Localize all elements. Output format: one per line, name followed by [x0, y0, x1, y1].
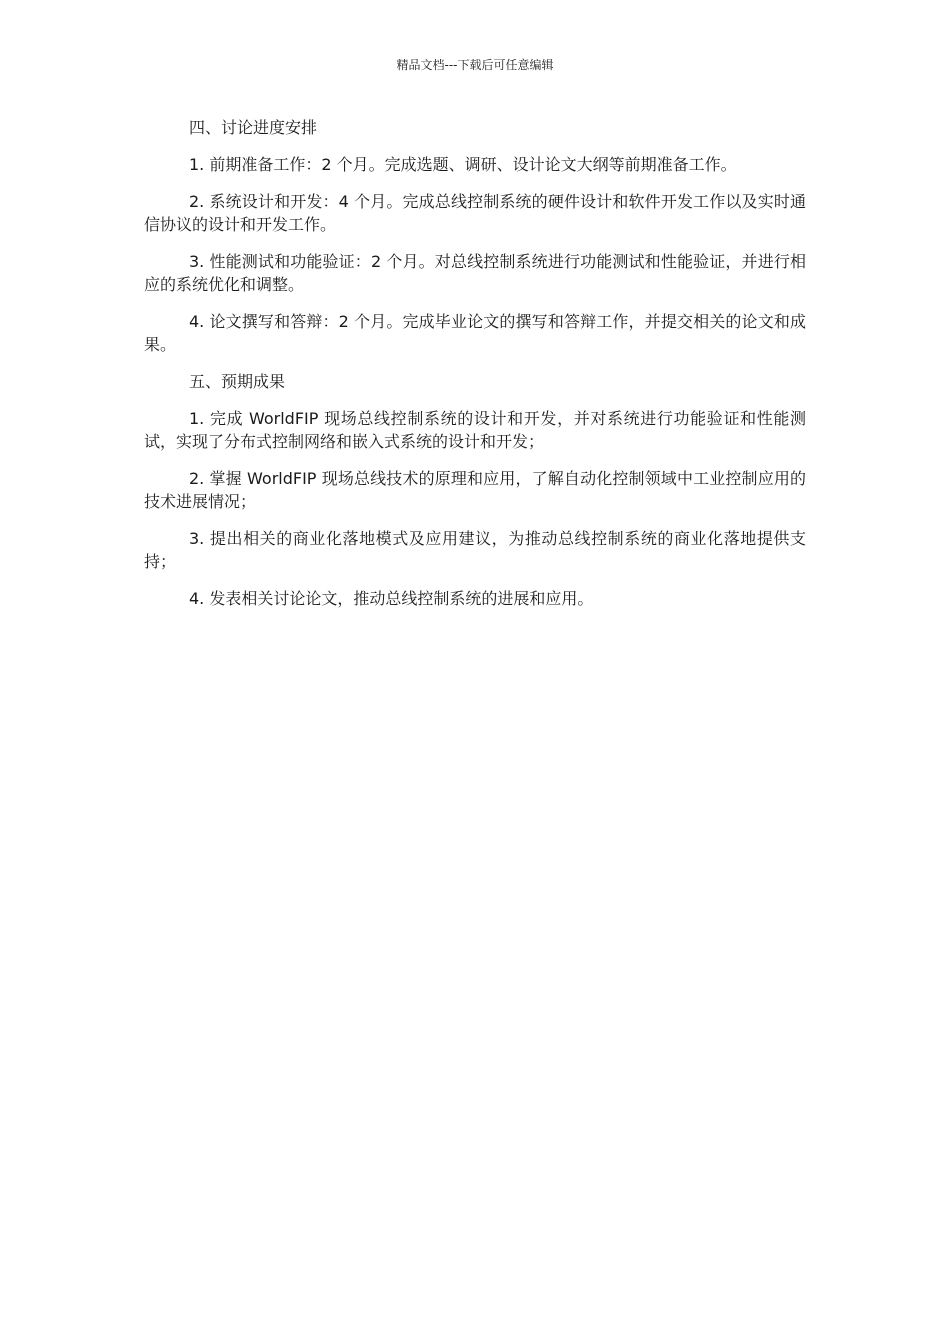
schedule-item-1: 1. 前期准备工作：2 个月。完成选题、调研、设计论文大纲等前期准备工作。 [189, 155, 737, 174]
schedule-item-2: 2. 系统设计和开发：4 个月。完成总线控制系统的硬件设计和软件开发工作以及实时通信协议的设计和开发工作。 [144, 192, 806, 234]
outcome-item-2: 2. 掌握 WorldFIP 现场总线技术的原理和应用，了解自动化控制领域中工业控制应用的技术进展情况； [144, 469, 806, 511]
outcome-item-3: 3. 提出相关的商业化落地模式及应用建议，为推动总线控制系统的商业化落地提供支持； [144, 529, 806, 571]
outcome-item-4: 4. 发表相关讨论论文，推动总线控制系统的进展和应用。 [189, 589, 594, 608]
section-heading-outcomes: 五、预期成果 [189, 372, 286, 391]
section-heading-schedule: 四、讨论进度安排 [189, 118, 318, 137]
page-header: 精品文档---下载后可任意编辑 [396, 58, 554, 72]
schedule-item-4: 4. 论文撰写和答辩：2 个月。完成毕业论文的撰写和答辩工作，并提交相关的论文和成果。 [144, 312, 806, 354]
schedule-item-3: 3. 性能测试和功能验证：2 个月。对总线控制系统进行功能测试和性能验证，并进行相应的系统优化和调整。 [144, 252, 806, 294]
outcome-item-1: 1. 完成 WorldFIP 现场总线控制系统的设计和开发，并对系统进行功能验证和性能测试，实现了分布式控制网络和嵌入式系统的设计和开发； [144, 409, 806, 451]
document-body [144, 116, 806, 624]
